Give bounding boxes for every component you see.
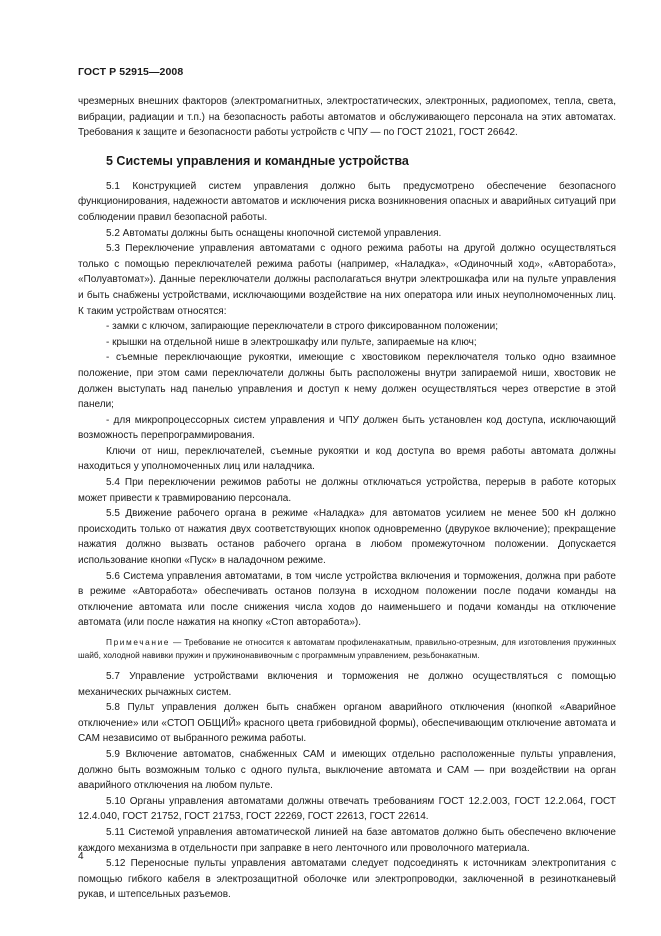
paragraph-keys: Ключи от ниш, переключателей, съемные рукоятки и код доступа во время работы автомата должны находиться у уполномоченных лиц или наладчика. bbox=[78, 445, 616, 473]
paragraph-5-6: 5.6 Система управления автоматами, в том числе устройства включения и торможения, должна при работе в режиме «Авторабота» обеспечивать останов ползуна в исходном положении после подачи команды на отключение автомата или после снижения числа ходов до наименьшего и подачи команды на отключение автомата (или после нажатия на кнопку «Стоп авторабота»). bbox=[78, 570, 616, 629]
paragraph-5-4: 5.4 При переключении режимов работы не должны отключаться устройства, перерыв в работе которых может привести к травмированию персонала. bbox=[78, 477, 616, 504]
paragraph-5-2: 5.2 Автоматы должны быть оснащены кнопочной системой управления. bbox=[106, 227, 442, 239]
note-text: — Требование не относится к автоматам профиленакатным, правильно-отрезным, для изготовления пружинных шайб, холодной навивки пружин и пружинонавивочным с программным управлением, резьбонакатным. bbox=[78, 637, 616, 660]
paragraph-5-1: 5.1 Конструкцией систем управления должно быть предусмотрено обеспечение безопасного функционирования, надежности автоматов и исключения риска возникновения опасных и аварийных ситуаций при соблюдении правил безопасной работы. bbox=[78, 180, 616, 223]
paragraph-5-12: 5.12 Переносные пульты управления автоматами следует подсоединять к источникам электропитания с помощью гибкого кабеля в электрозащитной оболочке или электропроводки, заключенной в резинотканевый рукав, и штепсельных разъемов. bbox=[78, 858, 616, 901]
paragraph-5-5: 5.5 Движение рабочего органа в режиме «Наладка» для автоматов усилием не менее 500 кН должно происходить только от нажатия двух соответствующих кнопок одновременно (двурукое включение); прекращение нажатия должно вызвать останов рабочего органа в любом промежуточном положении. Допускается использование кнопки «Пуск» в наладочном режиме. bbox=[78, 508, 616, 567]
note-label: Примечание bbox=[106, 637, 171, 647]
list-item: - для микропроцессорных систем управления и ЧПУ должен быть установлен код доступа, исключающий возможность перепрограммирования. bbox=[78, 414, 616, 442]
paragraph-5-11: 5.11 Системой управления автоматической линией на базе автоматов должно быть обеспечено включение каждого механизма в отдельности при заправке в него ленточного или проволочного материала. bbox=[78, 826, 616, 854]
paragraph-5-10: 5.10 Органы управления автоматами должны отвечать требованиям ГОСТ 12.2.003, ГОСТ 12.2.064, ГОСТ 12.4.040, ГОСТ 21752, ГОСТ 21753, ГОСТ 22269, ГОСТ 22613, ГОСТ 22614. bbox=[78, 795, 616, 823]
list-item: - замки с ключом, запирающие переключатели в строго фиксированном положении; bbox=[106, 321, 498, 333]
paragraph-5-9: 5.9 Включение автоматов, снабженных САМ и имеющих отдельно расположенные пульты управления, должно быть возможным только с одного пульта, выключение автомата и САМ — при воздействии на орган аварийного отключения на любом пульте. bbox=[78, 748, 616, 792]
note bbox=[78, 636, 616, 661]
list-item: - съемные переключающие рукоятки, имеющие с хвостовиком переключателя только одно взаимное положение, при этом сами переключатели должны быть расположены внутри запираемой ниши, хвостовик не должен выступать над панелью управления и доступ к нему должен осуществляться через отверстие в этой панели; bbox=[78, 352, 616, 411]
list-item: - крышки на отдельной нише в электрошкафу или пульте, запираемые на ключ; bbox=[106, 336, 477, 348]
page-number: 4 bbox=[78, 851, 84, 862]
intro-paragraph: чрезмерных внешних факторов (электромагнитных, электростатических, электронных, радиопомех, тепла, света, вибрации, радиации и т.п.) на безопасность работы автоматов и обслуживающего персонала на этих автоматах. Требования к защите и безопасности работы устройств с ЧПУ — по ГОСТ 21021, ГОСТ 26642. bbox=[78, 96, 616, 139]
document-body bbox=[78, 94, 616, 903]
paragraph-5-3: 5.3 Переключение управления автоматами с одного режима работы на другой должно осуществляться только с помощью переключателей режима работы (например, «Наладка», «Одиночный ход», «Авторабота», «Полуавтомат»). Данные переключатели должны располагаться внутри электрошкафа или на пульте управления и быть снабжены устройствами, исключающими воздействие на них оператора или иных неуполномоченных лиц. К таким устройствам относятся: bbox=[78, 243, 616, 317]
document-header: ГОСТ Р 52915—2008 bbox=[78, 66, 184, 78]
paragraph-5-8: 5.8 Пульт управления должен быть снабжен органом аварийного отключения (кнопкой «Аварийное отключение» или «СТОП ОБЩИЙ» красного цвета грибовидной формы), обеспечивающим отключение автомата и САМ независимо от выбранного режима работы. bbox=[78, 702, 616, 745]
paragraph-5-7: 5.7 Управление устройствами включения и торможения не должно осуществляться с помощью механических рычажных систем. bbox=[78, 671, 616, 698]
section-title: 5 Системы управления и командные устройства bbox=[106, 153, 409, 168]
